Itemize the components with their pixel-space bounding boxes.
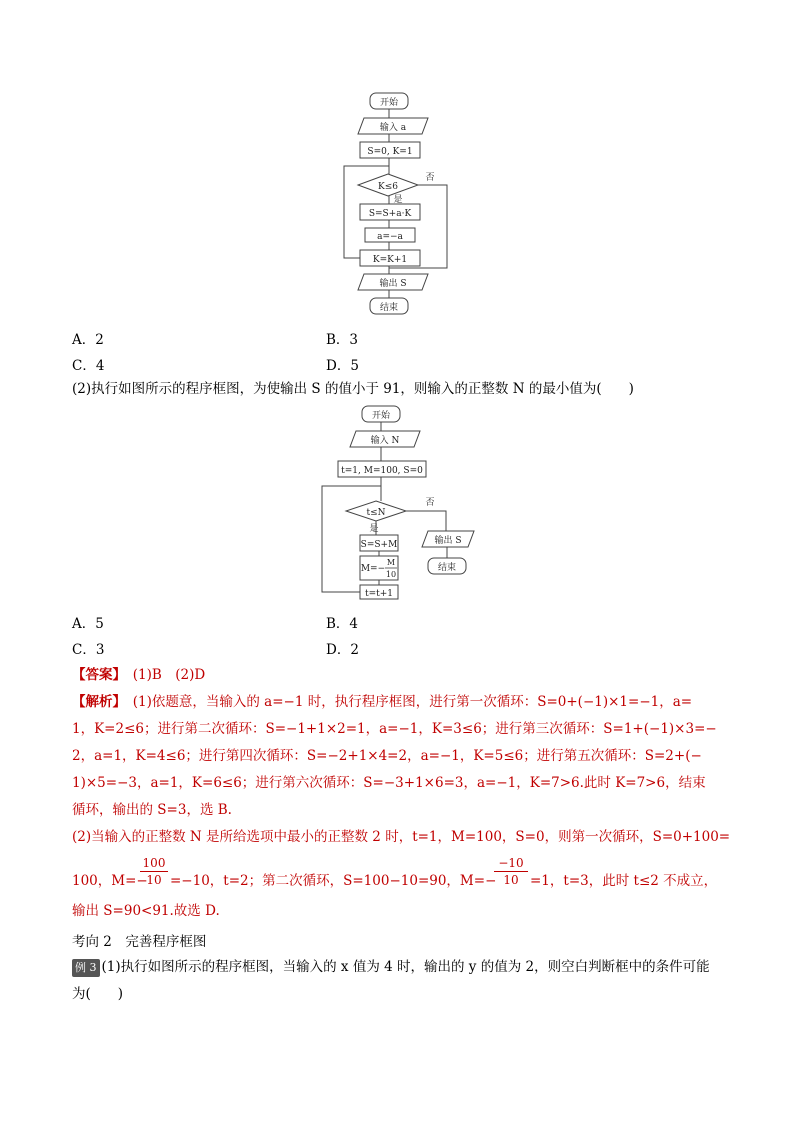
fc2-step2-num: M	[386, 558, 396, 567]
q1-option-a: A．2	[72, 332, 104, 348]
fraction-1	[140, 856, 168, 887]
answer-line	[72, 666, 732, 684]
fc2-yes: 是	[369, 524, 379, 534]
fraction-2-num: −10	[498, 856, 524, 870]
flowchart-2	[318, 404, 488, 604]
analysis-line-2: 1，K=2≤6；进行第二次循环：S=−1+1×2=1，a=−1，K=3≤6；进行第三次循环：S=1+(−1)×3=−	[72, 721, 717, 737]
analysis-line-6: (2)当输入的正整数 N 是所给选项中最小的正整数 2 时，t=1，M=100，S=0，则第一次循环，S=0+100=	[72, 829, 731, 845]
q1-option-b: B．3	[326, 332, 359, 348]
fc2-step2-lhs: M=−	[360, 564, 386, 574]
fc1-step2: a=−a	[377, 232, 403, 242]
analysis-line-8: 输出 S=90<91.故选 D.	[72, 903, 220, 919]
example-line-2: 为( )	[72, 986, 124, 1002]
q1-option-d: D．5	[326, 358, 359, 374]
fc1-yes: 是	[393, 195, 403, 205]
fc2-end: 结束	[437, 563, 457, 573]
fc2-init: t=1, M=100, S=0	[341, 466, 423, 476]
analysis-text-1: (1)依题意，当输入的 a=−1 时，执行程序框图，进行第一次循环：S=0+(−1)×1=−1，a=	[119, 694, 693, 710]
fc1-cond: K≤6	[378, 182, 398, 192]
fraction-2	[494, 856, 528, 887]
answer-label: 【答案】	[72, 667, 120, 683]
fc1-end: 结束	[379, 303, 399, 313]
fc1-step3: K=K+1	[372, 255, 408, 265]
q2-option-d: D．2	[326, 642, 359, 658]
analysis-line-7b: =−10，t=2；第二次循环，S=100−10=90，M=−	[170, 873, 497, 889]
fraction-2-den: 10	[503, 873, 519, 887]
fc2-step1: S=S+M	[360, 540, 398, 550]
fc1-start: 开始	[379, 98, 399, 108]
fc2-start: 开始	[371, 411, 391, 421]
analysis-line-3: 2，a=1，K=4≤6；进行第四次循环：S=−2+1×4=2，a=−1，K=5≤6；进行第五次循环：S=2+(−	[72, 748, 702, 764]
fraction-1-num: 100	[142, 856, 166, 870]
analysis-line-4: 1)×5=−3，a=1，K=6≤6；进行第六次循环：S=−3+1×6=3，a=−1，K=7>6.此时 K=7>6，结束	[72, 775, 706, 791]
q2-option-c: C．3	[72, 642, 105, 658]
answer-text: (1)B (2)D	[119, 667, 206, 683]
section-heading: 考向 2 完善程序框图	[72, 934, 207, 950]
analysis-line-1	[72, 693, 732, 711]
analysis-line-7a: 100，M=−	[72, 873, 148, 889]
example-badge: 例 3	[72, 959, 100, 977]
example-line-1	[72, 958, 732, 977]
q1-option-c: C．4	[72, 358, 105, 374]
q2-option-a: A．5	[72, 616, 104, 632]
fc2-step2-den: 10	[385, 570, 397, 579]
analysis-line-5: 循环，输出的 S=3，选 B.	[72, 802, 232, 818]
fc2-input: 输入 N	[370, 436, 400, 446]
analysis-line-7c: =1，t=3，此时 t≤2 不成立，	[530, 873, 718, 889]
fc2-step3: t=t+1	[364, 589, 394, 599]
q2-option-b: B．4	[326, 616, 359, 632]
fc1-input: 输入 a	[379, 123, 407, 133]
fc1-no: 否	[425, 173, 435, 183]
fc2-output: 输出 S	[434, 536, 462, 546]
fc1-init: S=0, K=1	[367, 147, 413, 157]
example-text-1: (1)执行如图所示的程序框图，当输入的 x 值为 4 时，输出的 y 的值为 2，则空白判断框中的条件可能	[101, 959, 710, 975]
fc1-step1: S=S+a·K	[368, 209, 412, 219]
flowchart-1	[330, 88, 460, 320]
analysis-label: 【解析】	[72, 694, 120, 710]
q2-text: (2)执行如图所示的程序框图，为使输出 S 的值小于 91，则输入的正整数 N 的最小值为( )	[72, 381, 634, 397]
fc2-cond: t≤N	[366, 508, 386, 518]
fc2-no: 否	[425, 498, 435, 508]
fc1-output: 输出 S	[379, 279, 407, 289]
fraction-1-den: 10	[146, 873, 162, 887]
